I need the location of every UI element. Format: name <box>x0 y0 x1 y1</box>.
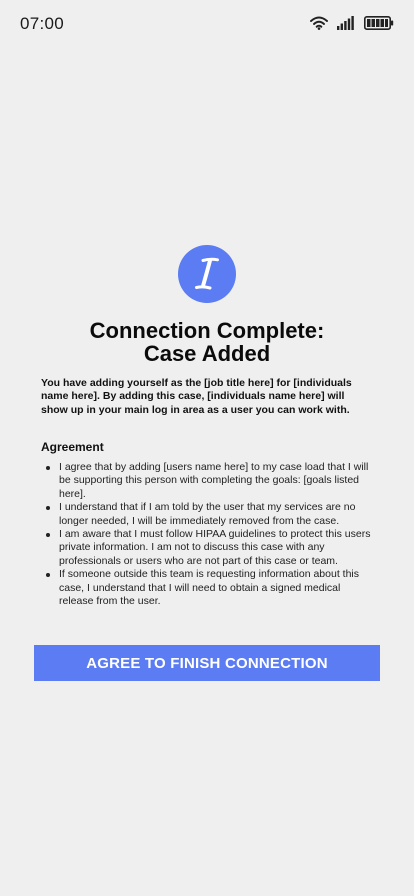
cellular-signal-icon <box>337 16 355 30</box>
page-title <box>0 319 414 365</box>
battery-icon <box>364 16 394 30</box>
status-icons <box>310 16 394 30</box>
italic-i-logo-icon <box>178 245 236 303</box>
status-bar <box>0 0 414 48</box>
page-title-line-2: Case Added <box>143 341 271 366</box>
wifi-icon <box>310 16 328 30</box>
agreement-item: I agree that by adding [users name here] to my case load that I will be supporting this person with completing the goals: [goals listed here]. <box>41 461 375 501</box>
agreement-item: I am aware that I must follow HIPAA guidelines to protect this users private information. I am not to discuss this case with any professionals or users who are not part of this case or team. <box>41 528 375 568</box>
status-time: 07:00 <box>20 14 65 33</box>
intro-text: You have adding yourself as the [job title here] for [individuals name here]. By adding this case, [individuals name here] will show up in your main log in area as a user you can work with. <box>41 377 352 416</box>
page-title-line-1: Connection Complete: <box>89 318 325 343</box>
agreement-list <box>41 461 375 608</box>
app-logo <box>178 245 236 303</box>
agree-to-finish-connection-button[interactable]: AGREE TO FINISH CONNECTION <box>34 645 380 681</box>
agreement-heading: Agreement <box>41 440 104 454</box>
agreement-item: I understand that if I am told by the user that my services are no longer needed, I will be immediately removed from the case. <box>41 501 375 528</box>
agreement-item: If someone outside this team is requesting information about this case, I understand that I will need to obtain a signed medical release from the user. <box>41 568 375 608</box>
